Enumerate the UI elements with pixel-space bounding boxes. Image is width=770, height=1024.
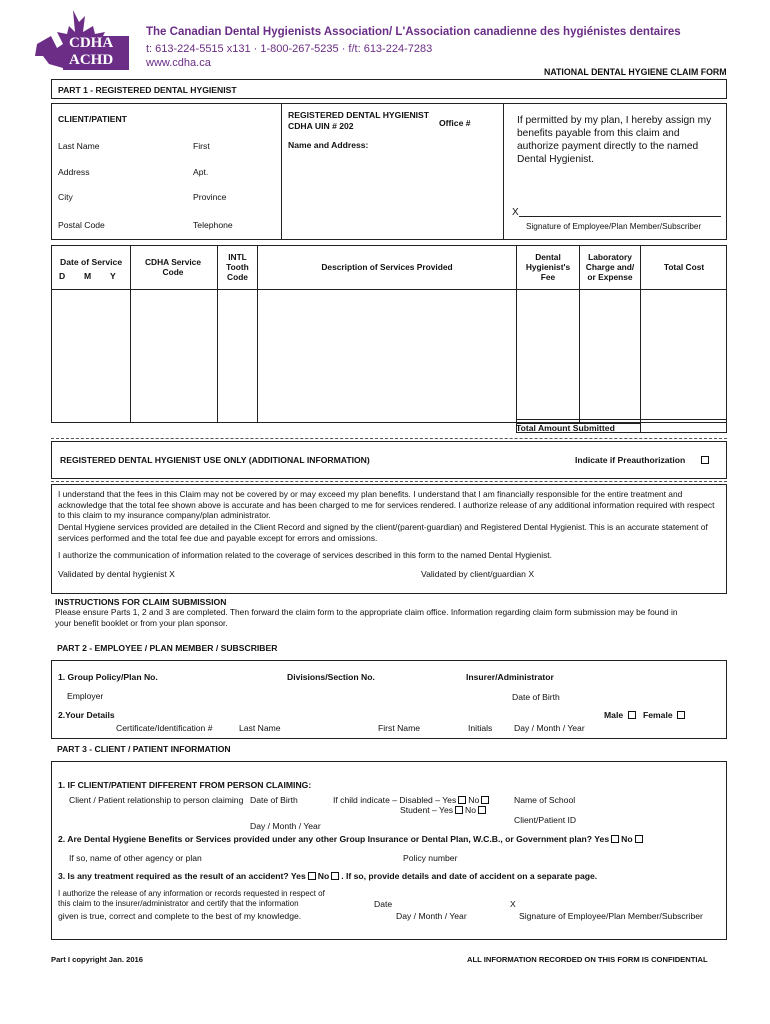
logo-top-text: CDHA (69, 35, 114, 51)
auth-date-label[interactable]: Date (374, 899, 393, 909)
assign-signature-label[interactable]: Signature of Employee/Plan Member/Subscriber (526, 222, 702, 231)
child-disabled-option[interactable]: If child indicate – Disabled – Yes No (333, 795, 491, 805)
consent-paragraph-1: I understand that the fees in this Claim may not be covered by or may exceed my plan benefits. I understand that I am financially responsible for the entire treatment and acknowledge that the total fee shown above is accurate and has been charged to me for services rendered. I authorize release of any additional information required with respect to this claim to my insurance company/plan administrator. (58, 489, 715, 520)
lab-charge-header: Laboratory Charge and/ or Expense (585, 252, 635, 282)
telephone-field[interactable]: Telephone (193, 220, 233, 230)
first-name-field[interactable]: First (193, 141, 210, 151)
subscriber-initials[interactable]: Initials (468, 723, 493, 733)
preauthorization-label[interactable]: Indicate if Preauthorization (575, 455, 711, 465)
client-dob-field[interactable]: Date of Birth (250, 795, 298, 805)
date-m-header: M (84, 271, 92, 281)
postal-code-field[interactable]: Postal Code (58, 220, 105, 230)
disabled-no-checkbox[interactable] (481, 796, 489, 804)
assign-signature-x: X (512, 207, 519, 218)
logo (33, 8, 131, 72)
office-number[interactable]: Office # (439, 118, 471, 128)
part2-title: PART 2 - EMPLOYEE / PLAN MEMBER / SUBSCRIBER (57, 643, 278, 653)
preauthorization-checkbox[interactable] (701, 456, 709, 464)
employer-field[interactable]: Employer (67, 691, 104, 701)
apt-field[interactable]: Apt. (193, 167, 209, 177)
last-name-field[interactable]: Last Name (58, 141, 100, 151)
validated-by-hygienist[interactable]: Validated by dental hygienist X (58, 569, 175, 579)
org-name: The Canadian Dental Hygienists Association/ L'Association canadienne des hygiénistes dentaires (146, 26, 681, 38)
service-code-header: CDHA Service Code (144, 257, 201, 277)
student-no-checkbox[interactable] (478, 806, 486, 814)
part3-q3: 3. Is any treatment required as the result of an accident? Yes No . If so, provide details and date of accident on a separate page. (58, 871, 598, 881)
school-name-field[interactable]: Name of School (514, 795, 576, 805)
student-yes-checkbox[interactable] (455, 806, 463, 814)
part3-q1: 1. IF CLIENT/PATIENT DIFFERENT FROM PERSON CLAIMING: (58, 780, 312, 790)
rdh-heading: REGISTERED DENTAL HYGIENIST (288, 110, 430, 120)
certificate-id-field[interactable]: Certificate/Identification # (116, 723, 213, 733)
description-header: Description of Services Provided (321, 262, 453, 272)
group-policy-field[interactable]: 1. Group Policy/Plan No. (58, 672, 158, 682)
confidential-notice: ALL INFORMATION RECORDED ON THIS FORM IS CONFIDENTIAL (467, 955, 708, 964)
instructions-text: Please ensure Parts 1, 2 and 3 are completed. Then forward the claim form to the appropriate claim office. Information regarding claim form submission may be found in your benefit booklet or from your plan sponsor. (55, 607, 678, 628)
female-checkbox[interactable] (677, 711, 685, 719)
auth-signature-label[interactable]: Signature of Employee/Plan Member/Subscriber (519, 911, 703, 921)
consent-paragraph-2: Dental Hygiene services provided are detailed in the Client Record and signed by the client/(parent-guardian) and Registered Dental Hygienist. This is an accurate statement of services performed and the total fee due and payable except for errors and omissions. (58, 522, 708, 543)
total-amount-submitted: Total Amount Submitted (516, 423, 615, 433)
assign-benefits-text: If permitted by my plan, I hereby assign my benefits payable from this claim and authorize payment directly to the named Dental Hygienist. (517, 115, 712, 165)
auth-date-format: Day / Month / Year (396, 911, 467, 921)
contact-line: t: 613-224-5515 x131 · 1-800-267-5235 · f/t: 613-224-7283 (146, 43, 433, 55)
your-details-label: 2.Your Details (58, 710, 115, 720)
auth-signature-x: X (510, 899, 516, 909)
date-of-service-header: Date of Service (60, 257, 123, 267)
division-section-field[interactable]: Divisions/Section No. (287, 672, 375, 682)
other-plan-no-checkbox[interactable] (635, 835, 643, 843)
copyright: Part I copyright Jan. 2016 (51, 955, 144, 964)
province-field[interactable]: Province (193, 192, 227, 202)
date-of-birth-field[interactable]: Date of Birth (512, 692, 560, 702)
cdha-uin[interactable]: CDHA UIN # 202 (288, 121, 354, 131)
date-d-header: D (59, 271, 66, 281)
male-option[interactable]: Male (604, 710, 638, 720)
part3-q2: 2. Are Dental Hygiene Benefits or Services provided under any other Group Insurance or Dental Plan, W.C.B., or Government plan? Yes No (58, 834, 645, 844)
city-field[interactable]: City (58, 192, 73, 202)
policy-number-field[interactable]: Policy number (403, 853, 458, 863)
form-title: NATIONAL DENTAL HYGIENE CLAIM FORM (544, 67, 727, 77)
intl-tooth-code-header: INTL Tooth Code (226, 252, 249, 282)
part1-title: PART 1 - REGISTERED DENTAL HYGIENIST (58, 85, 237, 95)
consent-paragraph-3: I authorize the communication of information related to the coverage of services described in this form to the named Dental Hygienist. (58, 550, 552, 560)
authorization-text: I authorize the release of any information or records requested in respect of this claim to the insurer/administrator and certify that the information (58, 889, 325, 908)
subscriber-dob-format: Day / Month / Year (514, 723, 585, 733)
validated-by-client[interactable]: Validated by client/guardian X (421, 569, 535, 579)
other-plan-yes-checkbox[interactable] (611, 835, 619, 843)
total-cost-header: Total Cost (663, 262, 705, 272)
rdh-name-address[interactable]: Name and Address: (288, 140, 369, 150)
male-checkbox[interactable] (628, 711, 636, 719)
other-agency-field[interactable]: If so, name of other agency or plan (69, 853, 202, 863)
rdh-use-title: REGISTERED DENTAL HYGIENIST USE ONLY (ADDITIONAL INFORMATION) (60, 455, 370, 465)
disabled-yes-checkbox[interactable] (458, 796, 466, 804)
student-option[interactable]: Student – Yes No (400, 805, 488, 815)
client-patient-label: CLIENT/PATIENT (58, 114, 127, 124)
relationship-field[interactable]: Client / Patient relationship to person claiming (69, 795, 244, 805)
website[interactable]: www.cdha.ca (146, 57, 211, 69)
accident-no-checkbox[interactable] (331, 872, 339, 880)
part3-title: PART 3 - CLIENT / PATIENT INFORMATION (57, 744, 231, 754)
female-option[interactable]: Female (643, 710, 687, 720)
client-dob-format: Day / Month / Year (250, 821, 321, 831)
instructions-title: INSTRUCTIONS FOR CLAIM SUBMISSION (55, 597, 227, 607)
logo-bottom-text: ACHD (69, 52, 114, 68)
client-id-field[interactable]: Client/Patient ID (514, 815, 577, 825)
accident-yes-checkbox[interactable] (308, 872, 316, 880)
date-y-header: Y (110, 271, 116, 281)
address-field[interactable]: Address (58, 167, 90, 177)
insurer-field[interactable]: Insurer/Administrator (466, 672, 554, 682)
hygienist-fee-header: Dental Hygienist's Fee (525, 252, 571, 282)
subscriber-last-name[interactable]: Last Name (239, 723, 281, 733)
authorization-text-2: given is true, correct and complete to the best of my knowledge. (58, 911, 302, 921)
subscriber-first-name[interactable]: First Name (378, 723, 421, 733)
